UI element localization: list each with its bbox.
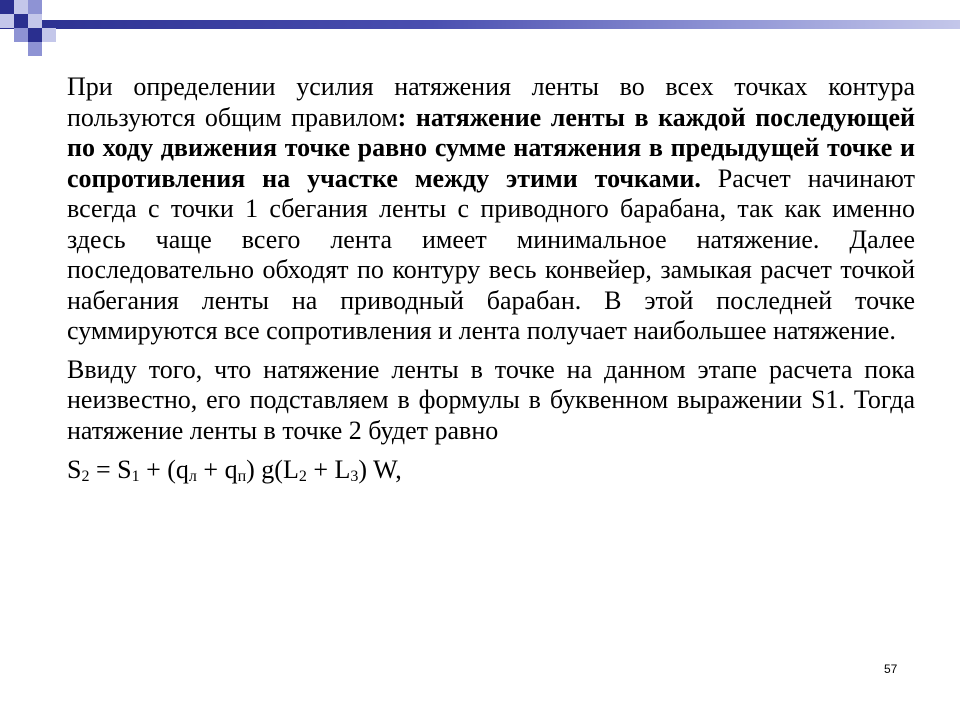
corner-square <box>0 14 14 28</box>
formula-symbol: ) g(L <box>246 455 299 484</box>
paragraph: Ввиду того, что натяжение ленты в точке на данном этапе расчета пока неизвестно, его подставляем в формулы в буквенном выражении S1. Тогда натяжение ленты в точке 2 будет равно <box>67 354 915 445</box>
formula-subscript: 1 <box>131 468 140 485</box>
page-number: 57 <box>884 662 898 676</box>
corner-square <box>42 28 56 42</box>
formula-subscript: 2 <box>298 468 307 485</box>
corner-square <box>0 0 14 14</box>
formula-subscript: 3 <box>350 468 359 485</box>
formula-subscript: 2 <box>81 468 90 485</box>
header-gradient-bar <box>0 20 960 29</box>
corner-square <box>28 42 42 56</box>
formula <box>67 454 915 486</box>
paragraph-text: При определении усилия натяжения ленты во всех точках контура пользуются общим правилом <box>67 72 915 132</box>
bold-rule-text: : натяжение ленты в каждой последующей по ходу движения точке равно сумме натяжения в предыдущей точке и сопротивления на участке между этими точками. <box>67 102 915 193</box>
corner-square <box>14 0 28 14</box>
paragraph <box>67 72 915 347</box>
corner-square <box>14 14 28 28</box>
formula-symbol: ) W, <box>358 455 402 484</box>
corner-square <box>28 28 42 42</box>
formula-symbol: = S <box>89 455 132 484</box>
corner-square <box>14 28 28 42</box>
formula-symbol: + q <box>196 455 238 484</box>
formula-symbol: S <box>67 455 82 484</box>
formula-symbol: + (q <box>139 455 189 484</box>
formula-subscript: л <box>188 468 197 485</box>
formula-subscript: п <box>237 468 247 485</box>
corner-square <box>28 0 42 14</box>
corner-square <box>28 14 42 28</box>
slide-body <box>67 72 915 486</box>
formula-symbol: + L <box>306 455 351 484</box>
paragraph-text: Расчет начинают всегда с точки 1 сбегания ленты с приводного барабана, так как именно здесь чаще всего лента имеет минимальное натяжение. Далее последовательно обходят по контуру весь конвейер, замыкая расчет точкой набегания ленты на приводный барабан. В этой последней точке суммируются все сопротивления и лента получает наибольшее натяжение. <box>67 163 915 345</box>
